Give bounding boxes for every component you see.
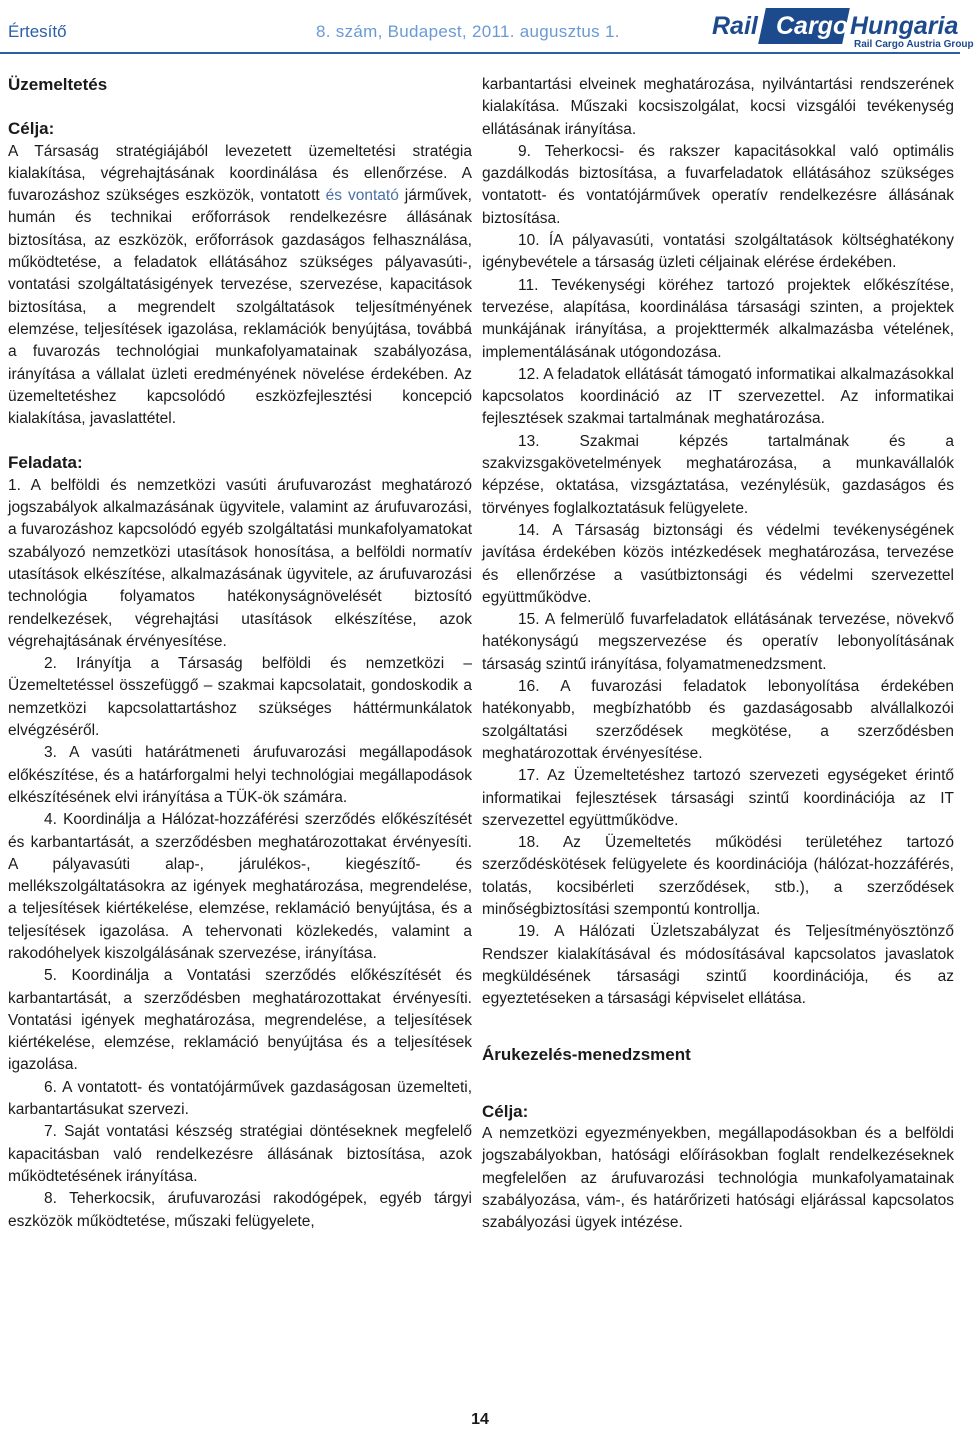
- task-item: 18. Az Üzemeltetés működési területéhez tartozó szerződéskötések felügyelete és koordinációja (hálózat-hozzáférés, tolatás, kocsibérleti szerződések, stb.), a szerződések minőségbiztosítási szempontú kontrollja.: [482, 834, 954, 918]
- task-item: 8. Teherkocsik, árufuvarozási rakodógépek, egyéb tárgyi eszközök működtetése, műszaki felügyelete,: [8, 1190, 472, 1230]
- task-item: 14. A Társaság biztonsági és védelmi tevékenységének javítása érdekében közös intézkedések meghatározása, tervezése és ellenőrzése a vasútbiztonsági és védelmi szervezettel együttműködve.: [482, 521, 954, 606]
- task-item: 3. A vasúti határátmeneti árufuvarozási megállapodások előkészítése, és a határforgalmi helyi technológiai megállapodások elkészítésének elvi irányítása a TÜK-ök számára.: [8, 744, 472, 806]
- continuation-paragraph: karbantartási elveinek meghatározása, nyilvántartási rendszerének kialakítása. Műszaki kocsiszolgálat, kocsi vizsgálói tevékenység ellátásának irányítása.: [482, 76, 954, 138]
- task-item: 12. A feladatok ellátását támogató informatikai alkalmazásokkal kapcsolatos koordináció az IT szervezettel. Az informatikai fejlesztések szakmai tartalmának meghatározása.: [482, 365, 954, 428]
- section-title-arukezeles: Árukezelés-menedzsment: [482, 1045, 691, 1065]
- task-item: 10. ÍA pályavasúti, vontatási szolgáltatások költséghatékony igénybevétele a társaság üzleti céljainak elérése érdekében.: [482, 232, 954, 272]
- rail-cargo-hungaria-logo: [712, 6, 974, 50]
- logo-hungaria-text: Hungaria: [850, 12, 959, 40]
- page-header: [0, 0, 974, 50]
- task-item: 9. Teherkocsi- és rakszer kapacitásokkal való optimális gazdálkodás biztosítása, a fuvarfeladatok ellátásához szükséges vontatott- és vontatójárművek operatív rendelkezésre állásának biztosítása.: [482, 142, 954, 227]
- task-item: 1. A belföldi és nemzetközi vasúti árufuvarozást meghatározó jogszabályok alkalmazásának ügyvitele, valamint az árufuvarozási, a fuvarozáshoz kapcsolódó egyéb szolgáltatási munkafolyamatokat szabályozó nemzetközi utasítások honosítása, a belföldi normatív utasítások elkészítése, alkalmazásának ügyvitele, az árufuvarozási technológia folyamatos hatékonyságnövelését biztosító rendelkezések, végrehajtási utasítások elkészítése, azok végrehajtásának érvényesítése.: [8, 476, 472, 650]
- publication-name: Értesítő: [8, 22, 67, 41]
- task-item: 6. A vontatott- és vontatójárművek gazdaságosan üzemelteti, karbantartásukat szervezi.: [8, 1078, 472, 1119]
- issue-info: 8. szám, Budapest, 2011. augusztus 1.: [316, 22, 620, 41]
- left-column: [8, 74, 472, 1233]
- goal-paragraph-right: A nemzetközi egyezményekben, megállapodásokban és a belföldi jogszabályokban, hatósági előírásokban foglalt rendelkezéseknek megfelelően az árufuvarozási technológia munkafolyamatainak szabályozása, vám-, és határőrizeti hatósági eljárással kapcsolatos szabályozási ügyek intézése.: [482, 1125, 954, 1232]
- page-number: 14: [471, 1411, 489, 1428]
- logo-rail-text: Rail: [712, 12, 758, 40]
- task-item: 11. Tevékenységi köréhez tartozó projektek előkészítése, tervezése, alapítása, koordinálása társasági szinten, a projektek munkájának irányítása, a projekttermék alkalmazásba vételének, implementálásának utógondozása.: [482, 276, 954, 361]
- task-item: 2. Irányítja a Társaság belföldi és nemzetközi – Üzemeltetéssel összefüggő – szakmai kapcsolatait, gondoskodik a nemzetközi kapcsolattartáshoz szükséges háttérmunkálatok elvégzéséről.: [8, 655, 472, 740]
- right-column: [482, 74, 954, 1235]
- goal-label: Célja:: [8, 119, 55, 139]
- goal-label-right: Célja:: [482, 1101, 529, 1121]
- task-item: 4. Koordinálja a Hálózat-hozzáférési szerződés előkészítését és karbantartását, a szerződésben meghatározottakat érvényesíti. A pályavasúti alap-, járulékos-, kiegészítő- és mellékszolgáltatásokra az igények meghatározása, megrendelése, a teljesítések kiértékelése, elemzése, reklamáció benyújtása, és a teljesítések igazolása. A tehervonati közlekedés, valamint a rakodóhelyek kiszolgálásának szervezése, irányítása.: [8, 811, 472, 962]
- logo-cargo-text: Cargo: [776, 12, 849, 40]
- task-item: 16. A fuvarozási feladatok lebonyolítása érdekében hatékonyabb, megbízhatóbb és gazdaságosabb alvállalkozói szolgáltatási szerződések megkötése, a szerződésben meghatározottak érvényesítése.: [482, 678, 954, 762]
- task-item: 15. A felmerülő fuvarfeladatok ellátásának tervezése, növekvő hatékonyságú megszervezése és operatív lebonyolításának társaság szintű irányítása, folyamatmenedzsment.: [482, 611, 954, 673]
- task-item: 19. A Hálózati Üzletszabályzat és Teljesítményösztönző Rendszer kialakításával és módosításával kapcsolatos javaslatok megküldésének társasági szintű koordinációja, és az egyeztetéseken a társasági képviselet ellátása.: [482, 923, 954, 1008]
- logo-group-text: Rail Cargo Austria Group: [854, 39, 974, 50]
- task-label: Feladata:: [8, 453, 83, 473]
- task-item: 13. Szakmai képzés tartalmának és a szakvizsgakövetelmények meghatározása, a munkavállalók képzése, oktatása, vizsgáztatása, vezénylésük, gazdaságos és törvényes foglalkoztatásuk felügyelete.: [482, 432, 954, 517]
- task-item: 5. Koordinálja a Vontatási szerződés előkészítését és karbantartását, a szerződésben meghatározottakat érvényesíti. Vontatási igények meghatározása, megrendelése, a teljesítések kiértékelése, elemzése, reklamáció benyújtása és a teljesítések igazolása.: [8, 967, 472, 1074]
- task-item: 7. Saját vontatási készség stratégiai döntéseknek megfelelő kapacitásban való rendelkezésre állásának biztosítása, azok működtetésének irányítása.: [8, 1123, 472, 1185]
- goal-paragraph: A Társaság stratégiájából levezetett üzemeltetési stratégia kialakítása, végrehajtásának koordinálása és ellenőrzése. A fuvarozáshoz szükséges eszközök, vontatott és vontató járművek, humán és technikai erőforrások rendelkezésre állásának biztosítása, az eszközök, erőforrások gazdaságos felhasználása, működtetése, a feladatok ellátásához szükséges pályavasúti-, vontatási szolgáltatásigények tervezése, szervezése, kapacitások biztosítása, a megrendelt szolgáltatások teljesítményének elemzése, teljesítések igazolása, reklamációk benyújtása, továbbá a fuvarozás technológiai munkafolyamatainak szabályozása, irányítása a vállalat üzleti eredményének növelése érdekében. Az üzemeltetéshez kapcsolódó eszközfejlesztési koncepció kialakítása, javaslattétel.: [8, 142, 472, 428]
- task-item: 17. Az Üzemeltetéshez tartozó szervezeti egységeket érintő informatikai fejlesztések társasági szintű koordinációja az IT szervezettel együttműködve.: [482, 767, 954, 829]
- header-rule: [0, 52, 960, 54]
- section-title: Üzemeltetés: [8, 75, 108, 94]
- highlighted-text: és vontató: [325, 187, 399, 205]
